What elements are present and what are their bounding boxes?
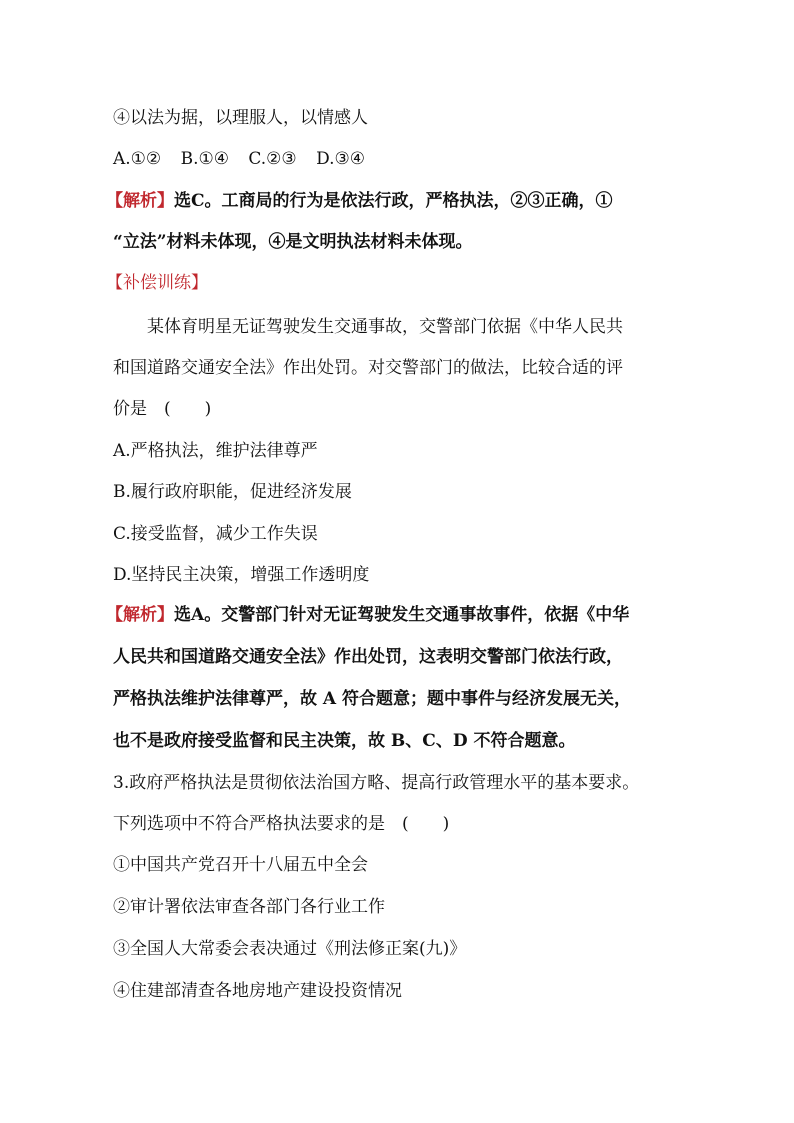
choice-b: B.①④ (180, 149, 229, 169)
choice-a: A.①② (113, 149, 162, 169)
q3-option-4: ④住建部清查各地房地产建设投资情况 (113, 981, 402, 1001)
practice-option-b: B.履行政府职能，促进经济发展 (113, 482, 352, 502)
practice-option-d: D.坚持民主决策，增强工作透明度 (113, 565, 370, 585)
practice-option-c: C.接受监督，减少工作失误 (113, 524, 318, 544)
choice-c: C.②③ (248, 149, 297, 169)
practice-stem-line-3: 价是 ( ) (113, 399, 212, 419)
analysis-2-line-4: 也不是政府接受监督和民主决策，故 B、C、D 不符合题意。 (113, 731, 576, 751)
q3-option-2: ②审计署依法审查各部门各行业工作 (113, 897, 385, 917)
practice-stem-line-2: 和国道路交通安全法》作出处罚。对交警部门的做法，比较合适的评 (113, 358, 623, 378)
analysis-tag: 【解析】 (106, 605, 174, 625)
practice-option-a: A.严格执法，维护法律尊严 (113, 441, 318, 461)
practice-stem-line-1: 某体育明星无证驾驶发生交通事故，交警部门依据《中华人民共 (147, 317, 623, 337)
analysis-1-line-2: “立法”材料未体现，④是文明执法材料未体现。 (113, 232, 473, 252)
analysis-tag: 【解析】 (106, 191, 174, 211)
analysis-2-line-1: 【解析】选A。交警部门针对无证驾驶发生交通事故事件，依据《中华 (106, 605, 630, 625)
q3-option-3: ③全国人大常委会表决通过《刑法修正案(九)》 (113, 939, 467, 959)
practice-tag: 【补偿训练】 (106, 273, 208, 293)
q3-stem-line-2: 下列选项中不符合严格执法要求的是 ( ) (113, 814, 450, 834)
choice-d: D.③④ (316, 149, 365, 169)
q2-option-4: ④以法为据，以理服人，以情感人 (113, 108, 368, 128)
q2-choices (113, 147, 693, 171)
q3-stem-line-1: 3.政府严格执法是贯彻依法治国方略、提高行政管理水平的基本要求。 (113, 773, 640, 793)
analysis-1-line-1: 【解析】选C。工商局的行为是依法行政，严格执法，②③正确，① (106, 191, 613, 211)
analysis-2-line-2: 人民共和国道路交通安全法》作出处罚，这表明交警部门依法行政， (113, 647, 623, 667)
analysis-2-line-3: 严格执法维护法律尊严，故 A 符合题意；题中事件与经济发展无关， (113, 689, 632, 709)
q3-option-1: ①中国共产党召开十八届五中全会 (113, 855, 368, 875)
